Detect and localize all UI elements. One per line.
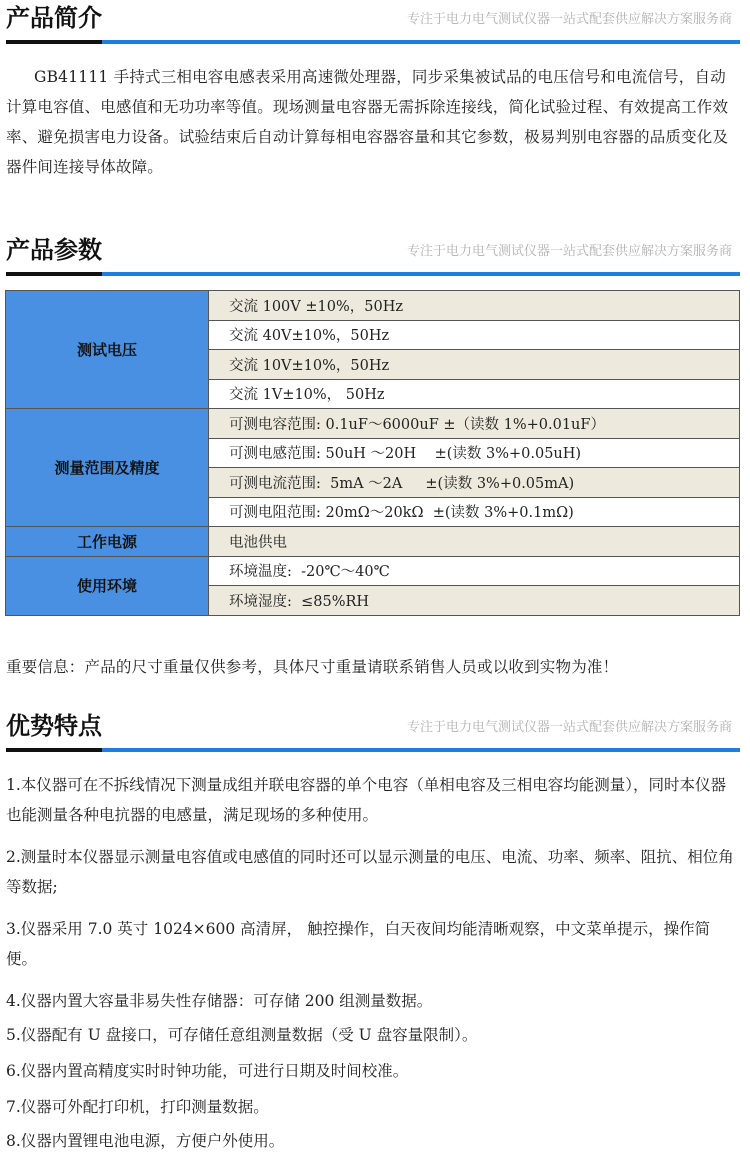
section-header-advantages xyxy=(0,710,750,754)
important-note: 重要信息：产品的尺寸重量仅供参考，具体尺寸重量请联系销售人员或以收到实物为准！ xyxy=(6,658,619,676)
spec-category: 测量范围及精度 xyxy=(6,409,209,527)
section-title-advantages: 优势特点 xyxy=(6,712,102,740)
spec-value: 电池供电 xyxy=(209,527,740,557)
spec-value: 可测电阻范围: 20mΩ～20kΩ ±(读数 3%+0.1mΩ) xyxy=(209,497,740,527)
title-underline-blue xyxy=(102,748,740,752)
title-underline-blue xyxy=(102,40,740,44)
table-row xyxy=(6,409,740,439)
spec-value: 环境湿度: ≤85%RH xyxy=(209,586,740,616)
section-slogan-advantages: 专注于电力电气测试仪器一站式配套供应解决方案服务商 xyxy=(406,720,732,735)
spec-category: 使用环境 xyxy=(6,556,209,615)
section-title-params: 产品参数 xyxy=(6,236,102,264)
section-header-params xyxy=(0,234,750,278)
spec-value: 可测电容范围: 0.1uF～6000uF ±（读数 1%+0.01uF） xyxy=(209,409,740,439)
intro-paragraph: GB41111 手持式三相电容电感表采用高速微处理器，同步采集被试品的电压信号和电流信号，自动计算电容值、电感值和无功功率等值。现场测量电容器无需拆除连接线，简化试验过程、有效提高工作效率、避免损害电力设备。试验结束后自动计算每相电容器容量和其它参数，极易判别电容器的品质变化及器件间连接导体故障。 xyxy=(6,68,729,176)
title-underline-dark xyxy=(6,40,102,44)
spec-value: 交流 40V±10%，50Hz xyxy=(209,320,740,350)
table-row xyxy=(6,556,740,586)
section-slogan-intro: 专注于电力电气测试仪器一站式配套供应解决方案服务商 xyxy=(406,12,732,27)
list-item: 1.本仪器可在不拆线情况下测量成组并联电容器的单个电容（单相电容及三相电容均能测量），同时本仪器也能测量各种电抗器的电感量，满足现场的多种使用。 xyxy=(6,776,727,824)
list-item: 3.仪器采用 7.0 英寸 1024×600 高清屏， 触控操作，白天夜间均能清晰观察，中文菜单提示，操作简便。 xyxy=(6,920,711,968)
section-slogan-params: 专注于电力电气测试仪器一站式配套供应解决方案服务商 xyxy=(406,244,732,259)
list-item: 2.测量时本仪器显示测量电容值或电感值的同时还可以显示测量的电压、电流、功率、频率、阻抗、相位角等数据; xyxy=(6,848,734,896)
list-item: 8.仪器内置锂电池电源，方便户外使用。 xyxy=(6,1132,285,1150)
spec-value: 可测电流范围: 5mA ～2A ±(读数 3%+0.05mA) xyxy=(209,468,740,498)
list-item: 5.仪器配有 U 盘接口，可存储任意组测量数据（受 U 盘容量限制）。 xyxy=(6,1026,478,1044)
spec-value: 环境温度: -20℃～40℃ xyxy=(209,556,740,586)
list-item: 4.仪器内置大容量非易失性存储器：可存储 200 组测量数据。 xyxy=(6,992,433,1010)
spec-value: 交流 100V ±10%，50Hz xyxy=(209,291,740,321)
spec-category: 工作电源 xyxy=(6,527,209,557)
spec-value: 交流 1V±10%， 50Hz xyxy=(209,379,740,409)
list-item: 6.仪器内置高精度实时时钟功能，可进行日期及时间校准。 xyxy=(6,1062,409,1080)
spec-value: 可测电感范围: 50uH ～20H ±(读数 3%+0.05uH) xyxy=(209,438,740,468)
list-item: 7.仪器可外配打印机，打印测量数据。 xyxy=(6,1098,269,1116)
section-title-intro: 产品简介 xyxy=(6,4,102,32)
section-header-intro xyxy=(0,2,750,46)
title-underline-dark xyxy=(6,272,102,276)
table-row xyxy=(6,291,740,321)
title-underline-dark xyxy=(6,748,102,752)
title-underline-blue xyxy=(102,272,740,276)
spec-value: 交流 10V±10%，50Hz xyxy=(209,350,740,380)
spec-category: 测试电压 xyxy=(6,291,209,409)
table-row xyxy=(6,527,740,557)
spec-table xyxy=(5,290,740,616)
